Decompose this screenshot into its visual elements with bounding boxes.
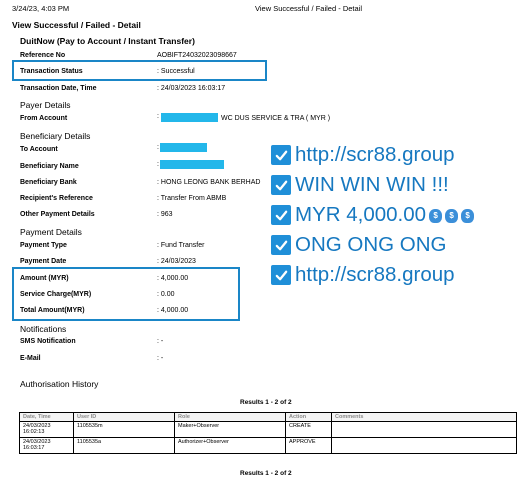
recipient-reference-label: Recipient's Reference — [20, 195, 93, 202]
promo-text: http://scr88.group — [295, 263, 455, 286]
from-account-value: WC DUS SERVICE & TRA ( MYR ) — [221, 115, 331, 122]
cell-role: Maker+Observer — [175, 422, 286, 438]
to-account-label: To Account — [20, 146, 58, 153]
check-square-icon — [271, 265, 291, 285]
results-count-bottom: Results 1 - 2 of 2 — [240, 470, 292, 477]
history-heading: Authorisation History — [20, 379, 99, 389]
promo-line-1 — [271, 143, 455, 167]
redaction-bar — [161, 113, 218, 122]
cell-user-id: 1105535m — [74, 422, 175, 438]
promo-text: MYR 4,000.00 — [295, 203, 427, 226]
check-square-icon — [271, 145, 291, 165]
reference-value: AOBIFT24032023098667 — [157, 52, 237, 59]
status-value: : Successful — [157, 68, 195, 75]
sms-value: : - — [157, 338, 164, 345]
cell-comments — [332, 438, 517, 454]
payment-date-label: Payment Date — [20, 258, 67, 265]
section-title: DuitNow (Pay to Account / Instant Transfer) — [20, 36, 195, 46]
email-value: : - — [157, 355, 164, 362]
service-charge-label: Service Charge(MYR) — [20, 291, 92, 298]
payment-heading: Payment Details — [20, 227, 82, 237]
col-date-time: Date, Time — [20, 413, 74, 422]
payment-type-label: Payment Type — [20, 242, 67, 249]
reference-label: Reference No — [20, 52, 66, 59]
beneficiary-bank-label: Beneficiary Bank — [20, 179, 77, 186]
email-label: E-Mail — [20, 355, 41, 362]
txn-date-value: : 24/03/2023 16:03:17 — [157, 85, 226, 92]
sms-label: SMS Notification — [20, 338, 76, 345]
notifications-heading: Notifications — [20, 324, 67, 334]
window-title: View Successful / Failed - Detail — [255, 4, 362, 13]
check-square-icon — [271, 235, 291, 255]
results-count-top: Results 1 - 2 of 2 — [240, 399, 292, 406]
col-user-id: User ID — [74, 413, 175, 422]
cell-date-time: 24/03/2023 16:02:13 — [20, 422, 74, 438]
amount-label: Amount (MYR) — [20, 275, 69, 282]
promo-text: WIN WIN WIN !!! — [295, 173, 449, 196]
promo-text: ONG ONG ONG — [295, 233, 447, 256]
table-row — [20, 422, 517, 438]
promo-text: http://scr88.group — [295, 143, 455, 166]
cell-role: Authorizer+Observer — [175, 438, 286, 454]
promo-line-3 — [271, 203, 474, 227]
check-square-icon — [271, 205, 291, 225]
total-amount-label: Total Amount(MYR) — [20, 307, 85, 314]
beneficiary-heading: Beneficiary Details — [20, 131, 91, 141]
cell-action: CREATE — [286, 422, 332, 438]
txn-date-label: Transaction Date, Time — [20, 85, 97, 92]
beneficiary-name-label: Beneficiary Name — [20, 163, 79, 170]
col-role: Role — [175, 413, 286, 422]
table-row — [20, 438, 517, 454]
money-bag-icon: $ — [461, 209, 474, 223]
check-square-icon — [271, 175, 291, 195]
other-payment-label: Other Payment Details — [20, 211, 95, 218]
to-account-prefix: : — [157, 144, 159, 151]
payment-type-value: : Fund Transfer — [157, 242, 205, 249]
amount-value: : 4,000.00 — [157, 275, 189, 282]
payment-date-value: : 24/03/2023 — [157, 258, 196, 265]
redaction-bar — [160, 160, 224, 169]
beneficiary-bank-value: : HONG LEONG BANK BERHAD — [157, 179, 261, 186]
page-title: View Successful / Failed - Detail — [12, 20, 141, 30]
col-action: Action — [286, 413, 332, 422]
cell-comments — [332, 422, 517, 438]
money-bag-icon: $ — [445, 209, 458, 223]
from-account-label: From Account — [20, 115, 68, 122]
status-label: Transaction Status — [20, 68, 83, 75]
other-payment-value: : 963 — [157, 211, 173, 218]
print-timestamp: 3/24/23, 4:03 PM — [12, 4, 70, 13]
from-account-prefix: : — [157, 113, 159, 120]
payer-heading: Payer Details — [20, 100, 71, 110]
cell-date-time: 24/03/2023 16:03:17 — [20, 438, 74, 454]
promo-line-4 — [271, 233, 446, 257]
service-charge-value: : 0.00 — [157, 291, 175, 298]
col-comments: Comments — [332, 413, 517, 422]
money-bag-icon: $ — [429, 209, 442, 223]
promo-line-2 — [271, 173, 449, 197]
beneficiary-name-prefix: : — [157, 161, 159, 168]
history-table — [19, 412, 517, 454]
cell-user-id: 1105535a — [74, 438, 175, 454]
redaction-bar — [160, 143, 207, 152]
cell-action: APPROVE — [286, 438, 332, 454]
table-header-row — [20, 413, 517, 422]
recipient-reference-value: : Transfer From ABMB — [157, 195, 227, 202]
total-amount-value: : 4,000.00 — [157, 307, 189, 314]
promo-line-5 — [271, 263, 455, 287]
